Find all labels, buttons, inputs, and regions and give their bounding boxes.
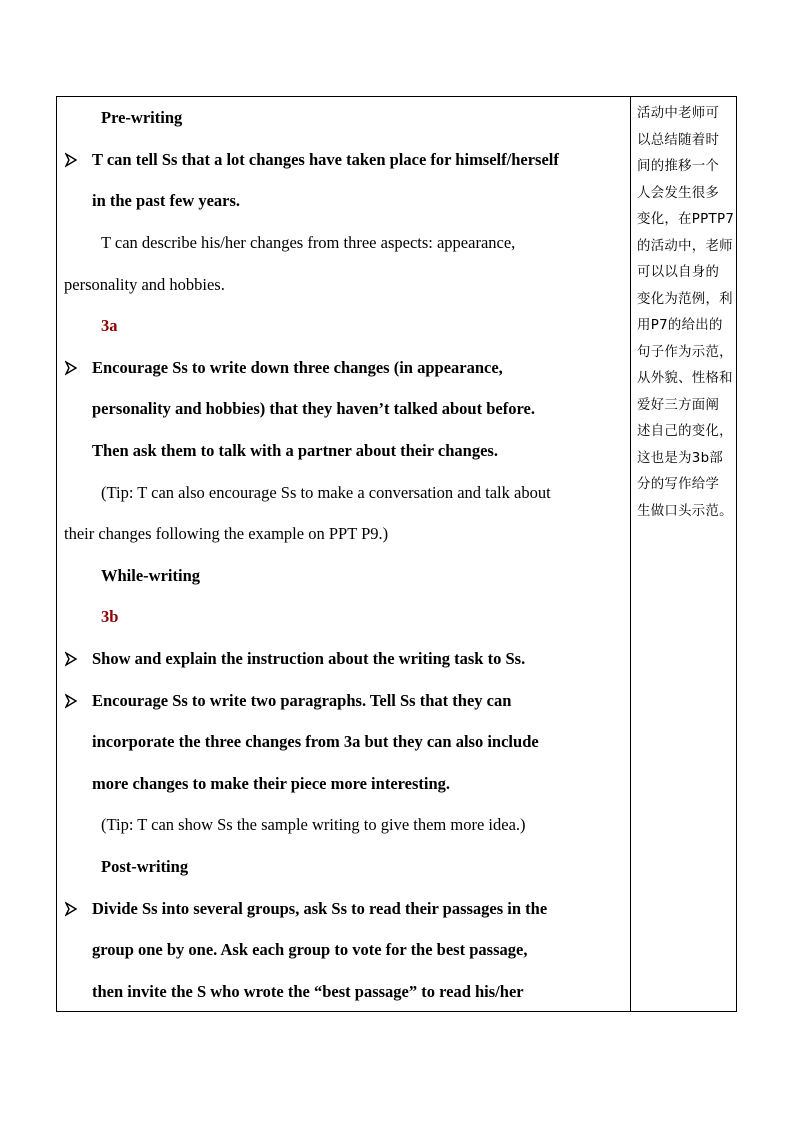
bullet-2-line-3: Then ask them to talk with a partner about their changes. [92, 441, 498, 460]
side-note-line: 的活动中，老师 [637, 238, 733, 254]
bullet-5-line-2: group one by one. Ask each group to vote for the best passage, [92, 940, 528, 959]
post-writing-heading: Post-writing [101, 857, 189, 876]
bullet-1-line-1: T can tell Ss that a lot changes have taken place for himself/herself [92, 150, 559, 169]
side-note-line: 以总结随着时 [637, 132, 720, 148]
tip-1-line-2: their changes following the example on PPT P9.) [64, 524, 389, 543]
side-note-cell [631, 97, 736, 1011]
side-note-line: 爱好三方面阐 [637, 397, 720, 413]
pre-writing-heading: Pre-writing [101, 108, 183, 127]
side-note-line: 从外貌、性格和 [637, 371, 733, 386]
while-writing-heading: While-writing [101, 566, 200, 585]
side-note-line: 人会发生很多 [637, 185, 720, 201]
side-note-line: 生做口头示范。 [637, 503, 733, 519]
main-cell [57, 97, 630, 1011]
bullet-4-line-2: incorporate the three changes from 3a but they can also include [92, 732, 539, 751]
side-note-line: 用P7的给出的 [637, 318, 723, 333]
arrow-bullet-icon [65, 899, 77, 919]
side-note-line: 分的写作给学 [637, 477, 720, 492]
side-note-line: 间的推移一个 [637, 159, 720, 174]
label-3a: 3a [101, 316, 118, 335]
arrow-bullet-icon [65, 358, 77, 378]
arrow-bullet-icon [65, 649, 77, 669]
side-note-line: 述自己的变化， [637, 424, 733, 439]
side-note-line: 这也是为3b部 [637, 450, 724, 466]
side-note-line: 变化为范例，利 [637, 291, 733, 307]
paragraph-1-line-2: personality and hobbies. [64, 275, 225, 294]
label-3b: 3b [101, 607, 119, 626]
side-note-line: 句子作为示范， [637, 344, 733, 360]
arrow-bullet-icon [65, 150, 77, 170]
side-note-line: 变化，在PPTP7 [637, 212, 735, 227]
paragraph-1-line-1: T can describe his/her changes from three aspects: appearance, [101, 233, 516, 252]
bullet-1-line-2: in the past few years. [92, 191, 241, 210]
bullet-2-line-1: Encourage Ss to write down three changes (in appearance, [92, 358, 503, 377]
side-note-line: 可以以自身的 [637, 265, 720, 280]
tip-2-line-1: (Tip: T can show Ss the sample writing to give them more idea.) [101, 815, 526, 834]
bullet-2-line-2: personality and hobbies) that they haven’t talked about before. [92, 399, 535, 418]
bullet-4-line-1: Encourage Ss to write two paragraphs. Tell Ss that they can [92, 691, 512, 710]
bullet-5-line-1: Divide Ss into several groups, ask Ss to read their passages in the [92, 899, 548, 918]
bullet-3-line-1: Show and explain the instruction about the writing task to Ss. [92, 649, 526, 668]
bullet-4-line-3: more changes to make their piece more interesting. [92, 774, 451, 793]
bullet-5-line-3: then invite the S who wrote the “best passage” to read his/her [92, 982, 524, 1001]
side-note-line: 活动中老师可 [637, 106, 720, 121]
arrow-bullet-icon [65, 691, 77, 711]
tip-1-line-1: (Tip: T can also encourage Ss to make a conversation and talk about [101, 483, 551, 502]
